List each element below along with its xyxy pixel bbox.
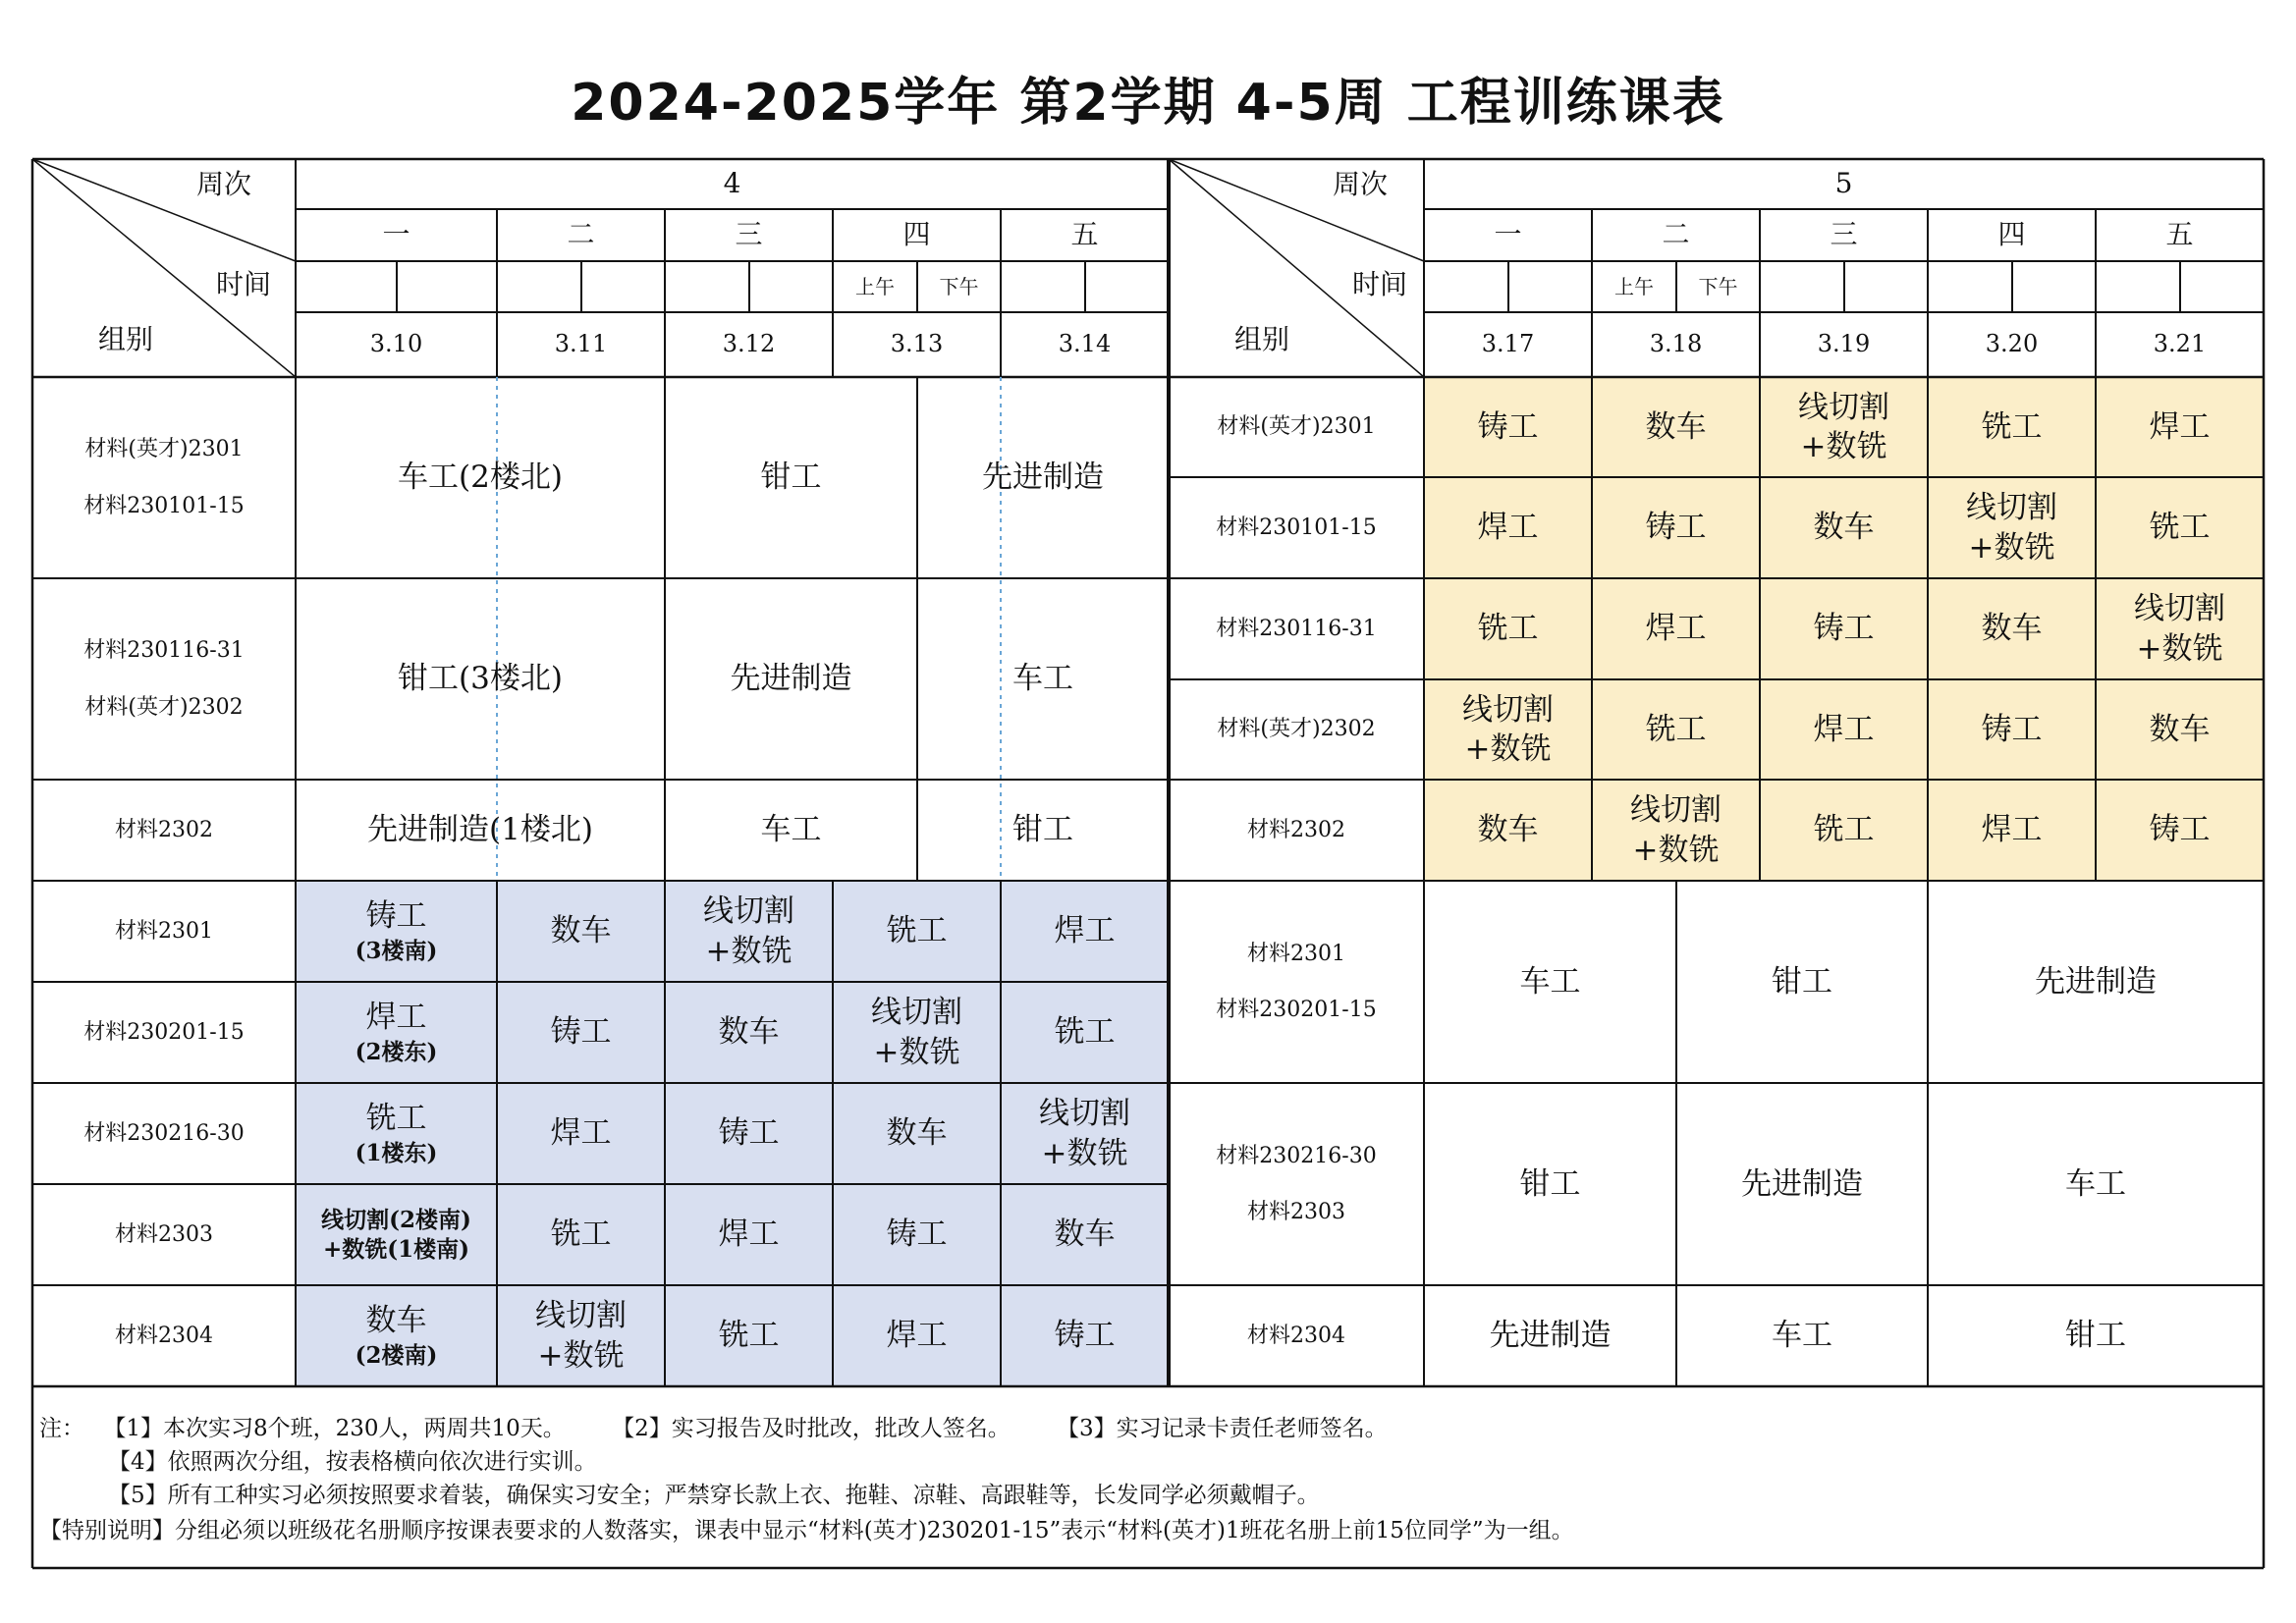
cell-text: 3.12 [722, 330, 776, 358]
cell-text: 数车 [1054, 1217, 1116, 1253]
cell-text: 焊工 [365, 1000, 427, 1036]
course-cell [1928, 780, 2096, 881]
cell-text: 铣工 [1813, 812, 1875, 848]
course-cell [1928, 679, 2096, 780]
cell-text: +数铣 [537, 1337, 625, 1374]
date-header [296, 312, 497, 377]
cell-text: 材料230116-31 [1216, 616, 1377, 641]
course-cell [665, 780, 917, 881]
cell-text: 铣工 [1477, 611, 1539, 647]
date-header [497, 312, 665, 377]
week-label [1286, 163, 1434, 206]
course-cell [1592, 377, 1760, 477]
cell-text: 先进制造(1楼北) [367, 812, 593, 848]
cell-text: 线切割 [2134, 591, 2225, 627]
cell-text: +数铣 [873, 1034, 960, 1070]
cell-text: 材料230201-15 [83, 1019, 245, 1045]
course-cell [296, 780, 665, 881]
course-cell [833, 881, 1001, 982]
cell-text: 数车 [1813, 510, 1875, 546]
cell-text: 材料2301 [1247, 941, 1345, 966]
cell-text: 线切割 [703, 893, 794, 930]
course-cell [1424, 881, 1676, 1083]
course-cell [917, 578, 1169, 780]
cell-text: +数铣 [2136, 630, 2223, 667]
course-cell [1424, 780, 1592, 881]
cell-text: 车工 [1012, 661, 1073, 697]
course-cell [665, 1184, 833, 1285]
course-cell [497, 1184, 665, 1285]
cell-text: 线切割 [1798, 389, 1889, 425]
cell-text: 材料(英才)2302 [1217, 717, 1376, 742]
cell-text: 车工 [1519, 963, 1581, 1000]
cell-text: 时间 [1351, 267, 1407, 300]
course-cell [296, 377, 665, 578]
weekday-header [1592, 209, 1760, 261]
course-cell [1928, 881, 2264, 1083]
date-header [1760, 312, 1928, 377]
cell-text: 数车 [718, 1014, 780, 1051]
cell-text: 铸工 [1477, 408, 1539, 445]
cell-text: 钳工(3楼北) [398, 661, 563, 697]
course-cell [1592, 477, 1760, 578]
cell-text: 3.14 [1058, 330, 1112, 358]
cell-text: 3.11 [554, 330, 608, 358]
cell-text: 数车 [2149, 711, 2211, 747]
cell-text: 3.21 [2153, 330, 2207, 358]
cell-text: +数铣 [705, 933, 793, 969]
cell-text: 铣工 [550, 1217, 612, 1253]
date-header [833, 312, 1001, 377]
cell-text: (2楼南) [355, 1341, 438, 1369]
cell-text: 车工 [2065, 1165, 2126, 1202]
cell-text: 数车 [1645, 408, 1707, 445]
course-cell [497, 982, 665, 1083]
cell-text: 铸工 [886, 1217, 948, 1253]
cell-text: 一 [382, 218, 410, 251]
cell-text: 车工 [1772, 1318, 1832, 1354]
cell-text: 线切割 [1630, 792, 1722, 829]
group-name [1169, 780, 1424, 881]
group-name [32, 780, 296, 881]
course-cell [1928, 477, 2096, 578]
cell-text: 钳工 [1519, 1165, 1581, 1202]
date-header [2096, 312, 2264, 377]
cell-text: 铸工 [550, 1014, 612, 1051]
cell-text: 3.20 [1985, 330, 2039, 358]
note-prefix: 注： [39, 1416, 84, 1441]
course-cell [1676, 1083, 1928, 1285]
course-cell [2096, 377, 2264, 477]
cell-text: 下午 [939, 275, 979, 298]
course-cell [1001, 1285, 1169, 1386]
note-3: 【3】实习记录卡责任老师签名。 [1057, 1416, 1388, 1441]
cell-text: 3.18 [1649, 330, 1703, 358]
date-header [1001, 312, 1169, 377]
course-cell [1760, 377, 1928, 477]
weekday-header [665, 209, 833, 261]
course-cell [497, 1083, 665, 1184]
pm-label [1676, 261, 1760, 312]
course-cell [1424, 377, 1592, 477]
cell-text: 铸工 [1054, 1318, 1116, 1354]
course-cell [497, 881, 665, 982]
cell-text: 材料2303 [1247, 1200, 1345, 1224]
cell-text: 钳工 [1772, 963, 1832, 1000]
cell-text: 先进制造 [1741, 1165, 1863, 1202]
cell-text: 线切割 [871, 995, 962, 1031]
course-cell [1928, 1083, 2264, 1285]
course-cell [296, 1285, 497, 1386]
cell-text: 焊工 [550, 1115, 612, 1152]
course-cell [296, 1083, 497, 1184]
group-name [1169, 477, 1424, 578]
cell-text: (1楼东) [355, 1139, 438, 1166]
cell-text: 材料2302 [115, 817, 213, 842]
cell-text: 钳工 [1012, 812, 1073, 848]
note-4: 【4】依照两次分组，按表格横向依次进行实训。 [108, 1449, 597, 1475]
course-cell [2096, 477, 2264, 578]
cell-text: 四 [902, 218, 931, 251]
cell-text: 数车 [1981, 611, 2043, 647]
cell-text: 铸工 [2149, 812, 2211, 848]
group-name [1169, 1285, 1424, 1386]
course-cell [1760, 578, 1928, 679]
cell-text: 五 [2165, 218, 2194, 251]
weekday-header [497, 209, 665, 261]
cell-text: +数铣 [1464, 731, 1552, 767]
course-cell [833, 1285, 1001, 1386]
date-header [1928, 312, 2096, 377]
cell-text: +数铣 [1041, 1135, 1128, 1171]
cell-text: 钳工 [760, 460, 822, 496]
cell-text: 铸工 [718, 1115, 780, 1152]
cell-text: 4 [723, 167, 741, 200]
note-5: 【5】所有工种实习必须按照要求着装，确保实习安全；严禁穿长款上衣、拖鞋、凉鞋、高跟鞋等，长发同学必须戴帽子。 [108, 1483, 1320, 1508]
cell-text: 铣工 [1981, 408, 2043, 445]
course-cell [2096, 578, 2264, 679]
cell-text: 数车 [365, 1303, 427, 1339]
date-header [1424, 312, 1592, 377]
week-number [1424, 159, 2264, 209]
group-name [32, 1083, 296, 1184]
course-cell [1424, 477, 1592, 578]
cell-text: 材料2304 [115, 1323, 213, 1348]
cell-text: 周次 [1332, 167, 1388, 200]
cell-text: 铣工 [365, 1101, 427, 1137]
group-name [32, 881, 296, 982]
note-1: 【1】本次实习8个班，230人，两周共10天。 [103, 1416, 566, 1441]
cell-text: 铣工 [886, 913, 948, 949]
cell-text: 五 [1070, 218, 1099, 251]
course-cell [1424, 1285, 1676, 1386]
group-name [32, 578, 296, 780]
cell-text: 铸工 [365, 898, 427, 935]
group-label [62, 318, 190, 361]
cell-text: 焊工 [1054, 913, 1116, 949]
date-header [665, 312, 833, 377]
cell-text: 焊工 [1645, 611, 1707, 647]
course-cell [2096, 679, 2264, 780]
course-cell [1676, 1285, 1928, 1386]
course-cell [296, 881, 497, 982]
cell-text: 材料230101-15 [1216, 514, 1377, 540]
cell-text: 材料(英才)2301 [84, 437, 244, 462]
page-title: 2024-2025学年 第2学期 4-5周 工程训练课表 [571, 74, 1725, 133]
course-cell [2096, 780, 2264, 881]
group-name [32, 1285, 296, 1386]
week-label [150, 163, 298, 206]
cell-text: 焊工 [1477, 510, 1539, 546]
cell-text: 铣工 [1645, 711, 1707, 747]
cell-text: 上午 [855, 275, 895, 298]
course-cell [1592, 679, 1760, 780]
course-cell [1760, 679, 1928, 780]
weekday-header [1760, 209, 1928, 261]
cell-text: 数车 [886, 1115, 948, 1152]
weekday-header [1928, 209, 2096, 261]
cell-text: 铸工 [1981, 711, 2043, 747]
cell-text: +数铣 [1800, 429, 1887, 464]
course-cell [665, 377, 917, 578]
course-cell [1001, 1184, 1169, 1285]
cell-text: 材料2301 [115, 918, 213, 944]
cell-text: 组别 [1233, 322, 1289, 355]
am-label [1592, 261, 1676, 312]
course-cell [833, 982, 1001, 1083]
special-note: 【特别说明】分组必须以班级花名册顺序按课表要求的人数落实，课表中显示“材料(英才)230201-15”表示“材料(英才)1班花名册上前15位同学”为一组。 [39, 1518, 1574, 1543]
course-cell [833, 1184, 1001, 1285]
pm-label [917, 261, 1001, 312]
course-cell [665, 1083, 833, 1184]
cell-text: 下午 [1698, 275, 1738, 298]
cell-text: 先进制造 [1489, 1318, 1612, 1354]
group-name [32, 982, 296, 1083]
course-cell [833, 1083, 1001, 1184]
group-name [32, 1184, 296, 1285]
cell-text: 二 [1662, 218, 1690, 251]
course-cell [1001, 1083, 1169, 1184]
cell-text: 3.19 [1817, 330, 1871, 358]
course-cell [1928, 578, 2096, 679]
weekday-header [833, 209, 1001, 261]
course-cell [296, 1184, 497, 1285]
cell-text: 先进制造 [2035, 963, 2157, 1000]
cell-text: 材料230201-15 [1216, 998, 1377, 1022]
cell-text: 3.17 [1481, 330, 1535, 358]
cell-text: 铣工 [718, 1318, 780, 1354]
cell-text: 材料2303 [115, 1221, 213, 1247]
cell-text: 焊工 [1981, 812, 2043, 848]
cell-text: 焊工 [1813, 711, 1875, 747]
cell-text: 上午 [1614, 275, 1654, 298]
cell-text: 钳工 [2065, 1318, 2126, 1354]
am-label [833, 261, 917, 312]
course-cell [1592, 578, 1760, 679]
week-number [296, 159, 1169, 209]
cell-text: (2楼东) [355, 1038, 438, 1065]
course-cell [917, 780, 1169, 881]
course-cell [296, 982, 497, 1083]
cell-text: 材料230101-15 [83, 493, 245, 518]
cell-text: 线切割 [1966, 490, 2057, 526]
course-cell [917, 377, 1169, 578]
cell-text: 一 [1494, 218, 1522, 251]
cell-text: (3楼南) [355, 937, 438, 964]
course-cell [1424, 578, 1592, 679]
cell-text: 车工(2楼北) [398, 460, 563, 496]
course-cell [1001, 881, 1169, 982]
weekday-header [1424, 209, 1592, 261]
course-cell [1001, 982, 1169, 1083]
course-cell [1760, 780, 1928, 881]
course-cell [296, 578, 665, 780]
cell-text: 3.13 [890, 330, 944, 358]
cell-text: 四 [1997, 218, 2026, 251]
cell-text: 材料230216-30 [83, 1120, 245, 1146]
group-name [1169, 1083, 1424, 1285]
note-2: 【2】实习报告及时批改，批改人签名。 [612, 1416, 1011, 1441]
group-name [1169, 679, 1424, 780]
date-header [1592, 312, 1760, 377]
weekday-header [296, 209, 497, 261]
cell-text: 先进制造 [730, 661, 852, 697]
cell-text: 材料2304 [1247, 1323, 1345, 1348]
cell-text: 数车 [1477, 812, 1539, 848]
cell-text: 焊工 [718, 1217, 780, 1253]
time-label [1316, 263, 1444, 306]
group-name [1169, 578, 1424, 679]
cell-text: 3.10 [369, 330, 423, 358]
cell-text: +数铣 [1968, 529, 2055, 566]
course-cell [665, 578, 917, 780]
group-label [1198, 318, 1326, 361]
cell-text: 材料2302 [1247, 817, 1345, 842]
weekday-header [1001, 209, 1169, 261]
course-cell [1928, 377, 2096, 477]
cell-text: 时间 [215, 267, 271, 300]
cell-text: 铸工 [1813, 611, 1875, 647]
cell-text: 数车 [550, 913, 612, 949]
cell-text: 铸工 [1645, 510, 1707, 546]
cell-text: 周次 [195, 167, 251, 200]
cell-text: 材料(英才)2302 [84, 694, 244, 720]
cell-text: 组别 [97, 322, 153, 355]
cell-text: 先进制造 [982, 460, 1104, 496]
cell-text: 5 [1834, 167, 1853, 200]
cell-text: 铣工 [1054, 1014, 1116, 1051]
cell-text: 线切割 [535, 1298, 627, 1334]
cell-text: 三 [1830, 218, 1858, 251]
group-name [1169, 377, 1424, 477]
cell-text: 线切割 [1462, 691, 1554, 728]
group-name [32, 377, 296, 578]
time-label [180, 263, 307, 306]
group-name [1169, 881, 1424, 1083]
course-cell [665, 982, 833, 1083]
cell-text: +数铣(1楼南) [322, 1235, 470, 1263]
cell-text: 铣工 [2149, 510, 2211, 546]
cell-text: +数铣 [1632, 832, 1720, 868]
course-cell [665, 1285, 833, 1386]
cell-text: 车工 [760, 812, 822, 848]
course-cell [665, 881, 833, 982]
cell-text: 焊工 [886, 1318, 948, 1354]
note-line-1 [39, 1410, 1388, 1442]
course-cell [1592, 780, 1760, 881]
cell-text: 材料230116-31 [83, 638, 245, 664]
cell-text: 三 [735, 218, 763, 251]
course-cell [497, 1285, 665, 1386]
course-cell [1928, 1285, 2264, 1386]
course-cell [1760, 477, 1928, 578]
cell-text: 焊工 [2149, 408, 2211, 445]
cell-text: 二 [567, 218, 595, 251]
cell-text: 线切割 [1039, 1096, 1130, 1132]
course-cell [1424, 1083, 1676, 1285]
cell-text: 材料230216-30 [1216, 1143, 1377, 1168]
course-cell [1424, 679, 1592, 780]
weekday-header [2096, 209, 2264, 261]
cell-text: 材料(英才)2301 [1217, 414, 1376, 440]
cell-text: 线切割(2楼南) [321, 1206, 471, 1233]
course-cell [1676, 881, 1928, 1083]
